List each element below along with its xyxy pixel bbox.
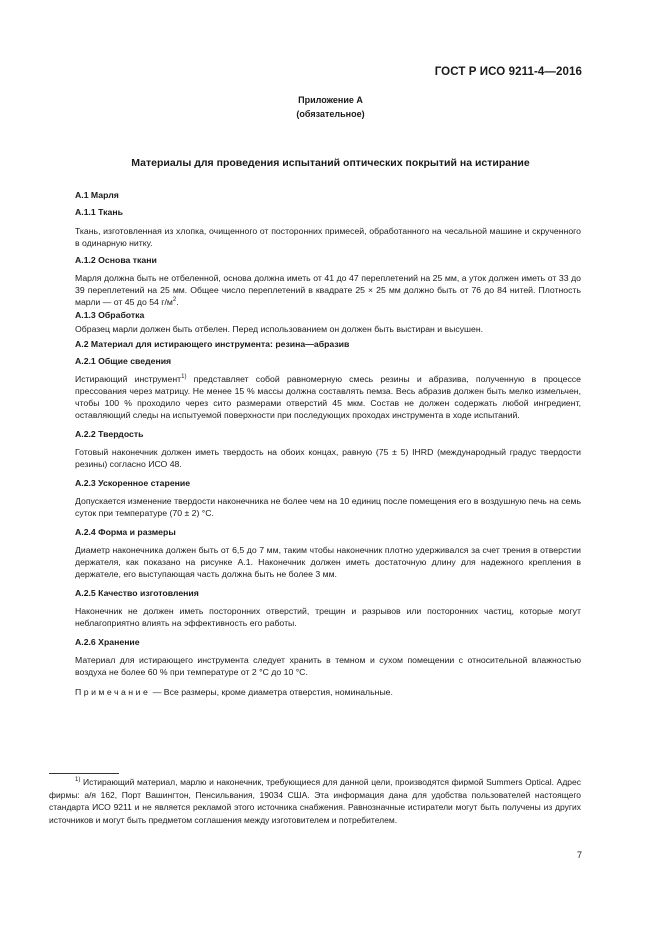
document-body bbox=[75, 190, 581, 698]
annex-status: (обязательное) bbox=[296, 109, 365, 119]
heading-a11: А.1.1 Ткань bbox=[75, 207, 123, 217]
footnote bbox=[49, 776, 581, 826]
heading-a12: А.1.2 Основа ткани bbox=[75, 255, 157, 265]
paragraph-a24: Диаметр наконечника должен быть от 6,5 до 7 мм, таким чтобы наконечник плотно удерживался за счет трения в отверстии держателя, как показано на рисунке А.1. Наконечник должен иметь достаточную длину для надежного крепления в держателе, его выступающая часть должна быть не более 3 мм. bbox=[75, 545, 581, 579]
paragraph-a21: Истирающий инструмент$^{1)}$ представляет собой равномерную смесь резины и абразива, полученную в процессе прессования через матрицу. Не менее 15 % массы должна составлять пемза. Весь абразив должен быть мелко измельчен, чтобы 100 % проходило через сито размерами отверстий 45 мкм. Состав не должен содержать любой ингредиент, оставляющий следы на испытуемой поверхности при последующих проходах инструмента в ходе испытаний. bbox=[75, 374, 581, 420]
paragraph-a11: Ткань, изготовленная из хлопка, очищенного от посторонних примесей, обработанного на чесальной машине и скрученного в одинарную нитку. bbox=[75, 226, 581, 248]
footnote-marker: 1) bbox=[75, 777, 81, 783]
paragraph-a23: Допускается изменение твердости наконечника не более чем на 10 единиц после помещения его в воздушную печь на семь суток при температуре (70 ± 2) °C. bbox=[75, 496, 581, 518]
note-text: — Все размеры, кроме диаметра отверстия, номинальные. bbox=[150, 687, 393, 697]
paragraph-a13: Образец марли должен быть отбелен. Перед использованием он должен быть выстиран и высушен. bbox=[75, 324, 484, 334]
standard-header: ГОСТ Р ИСО 9211-4—2016 bbox=[434, 66, 582, 78]
heading-a23: А.2.3 Ускоренное старение bbox=[75, 478, 191, 488]
paragraph-a22: Готовый наконечник должен иметь твердость на обоих концах, равную (75 ± 5) IHRD (международный градус твердости резины) согласно ИСО 48. bbox=[75, 447, 581, 469]
footnote-text: Истирающий материал, марлю и наконечник, требующиеся для данной цели, производятся фирмой Summers Optical. Адрес фирмы: а/я 162, Порт Вашингтон, Пенсильвания, 19034 США. Эта информация дана для удобства пользователей настоящего стандарта ИСО 9211 и не является рекламой этого источника снабжения. Равнозначные истиратели могут быть получены из других источников и могут быть предметом соглашения между изготовителем и потребителем. bbox=[49, 777, 581, 825]
heading-a24: А.2.4 Форма и размеры bbox=[75, 527, 176, 537]
heading-a25: А.2.5 Качество изготовления bbox=[75, 588, 199, 598]
note bbox=[75, 686, 581, 698]
heading-a21: А.2.1 Общие сведения bbox=[75, 356, 172, 366]
annex-title: Приложение А bbox=[298, 95, 363, 105]
document-title: Материалы для проведения испытаний оптических покрытий на истирание bbox=[131, 157, 530, 169]
heading-a13: А.1.3 Обработка bbox=[75, 310, 145, 320]
paragraph-a26: Материал для истирающего инструмента следует хранить в темном и сухом помещении с относительной влажностью воздуха не более 60 % при температуре от 2 °C до 10 °C. bbox=[75, 655, 581, 677]
heading-a22: А.2.2 Твердость bbox=[75, 429, 144, 439]
paragraph-a25: Наконечник не должен иметь посторонних отверстий, трещин и разрывов или посторонних частиц, которые могут неблагоприятно влиять на эффективность его работы. bbox=[75, 606, 581, 628]
note-label: Примечание bbox=[75, 687, 151, 697]
page-number: 7 bbox=[576, 850, 582, 860]
footnote-ref: 1) bbox=[181, 374, 187, 380]
superscript-2: 2 bbox=[172, 297, 177, 303]
paragraph-a12: Марля должна быть не отбеленной, основа должна иметь от 41 до 47 переплетений на 25 мм, а уток должен иметь от 33 до 39 переплетений на 25 мм. Общее число переплетений в квадрате 25 × 25 мм должно быть от 76 до 84 нитей. Плотность марли — от 45 до 54 $г/м^2$. bbox=[75, 273, 581, 307]
heading-a26: А.2.6 Хранение bbox=[75, 637, 140, 647]
heading-a2: А.2 Материал для истирающего инструмента: резина—абразив bbox=[75, 339, 350, 349]
heading-a1: А.1 Марля bbox=[75, 190, 119, 200]
footnote-separator bbox=[49, 773, 119, 774]
